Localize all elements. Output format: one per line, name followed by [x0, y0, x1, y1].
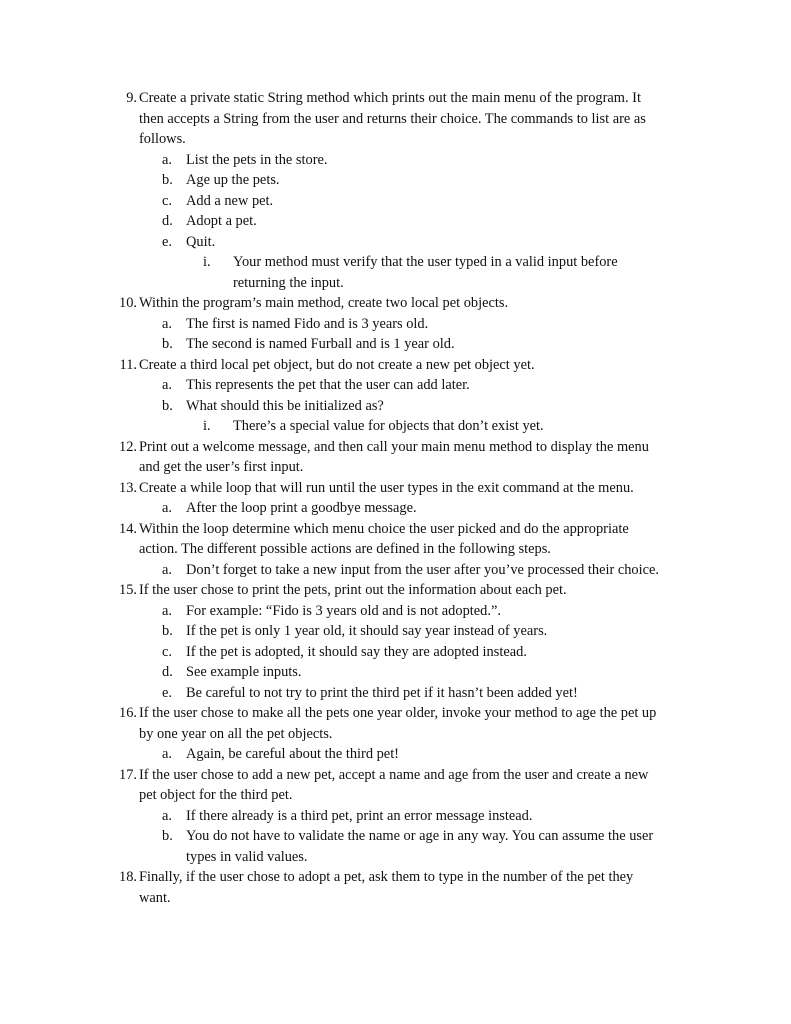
- sub-item-text: Don’t forget to take a new input from the user after you’ve processed their choice.: [186, 561, 659, 578]
- list-item: [0, 88, 791, 293]
- item-text: want.: [139, 889, 171, 906]
- list-item: [0, 478, 791, 519]
- sub-item-label: a.: [162, 746, 172, 762]
- list-item-line: [0, 867, 791, 888]
- sub-item-label: a.: [162, 602, 172, 619]
- subsub-item-line: [0, 252, 791, 273]
- subsub-item-text: There’s a special value for objects that don’t exist yet.: [233, 418, 544, 434]
- item-text: then accepts a String from the user and returns their choice. The commands to list are as: [139, 110, 646, 127]
- sub-item-line: [0, 396, 791, 417]
- sub-item-label: d.: [162, 664, 173, 680]
- item-text: action. The different possible actions are defined in the following steps.: [139, 541, 551, 557]
- sub-item-text: Add a new pet.: [186, 192, 274, 209]
- sub-item-line: [0, 211, 791, 232]
- sub-item-label: b.: [162, 397, 173, 414]
- sub-item-label: a.: [162, 151, 172, 168]
- sub-item-text: This represents the pet that the user can add later.: [186, 377, 470, 393]
- item-number: 10.: [119, 295, 137, 311]
- sub-item-line: [0, 847, 791, 868]
- sub-item-line: [0, 621, 791, 642]
- subsub-item-text: Your method must verify that the user typed in a valid input before: [233, 254, 618, 270]
- list-item: [0, 519, 791, 581]
- list-item-line: [0, 129, 791, 150]
- sub-item-label: c.: [162, 643, 172, 660]
- list-item-line: [0, 703, 791, 724]
- list-item-line: [0, 580, 791, 601]
- item-text: Within the loop determine which menu choice the user picked and do the appropriate: [139, 520, 629, 537]
- list-item: [0, 703, 791, 765]
- item-number: 9.: [126, 90, 137, 106]
- sub-item-text: The second is named Furball and is 1 year old.: [186, 336, 455, 352]
- list-item-line: [0, 785, 791, 806]
- list-item: [0, 355, 791, 437]
- item-text: follows.: [139, 131, 186, 147]
- item-number: 17.: [119, 766, 137, 783]
- subsub-item-line: [0, 416, 791, 437]
- sub-item-label: c.: [162, 192, 172, 209]
- subsub-item-label: i.: [203, 254, 211, 270]
- sub-item-text: After the loop print a goodbye message.: [186, 500, 417, 516]
- sub-item-label: a.: [162, 807, 172, 824]
- subsub-item-line: [0, 273, 791, 294]
- list-item-line: [0, 765, 791, 786]
- item-text: If the user chose to print the pets, print out the information about each pet.: [139, 582, 567, 598]
- sub-item-line: [0, 744, 791, 765]
- sub-item-line: [0, 191, 791, 212]
- sub-item-text: types in valid values.: [186, 848, 308, 865]
- sub-item-text: Quit.: [186, 233, 216, 250]
- sub-item-text: If there already is a third pet, print an error message instead.: [186, 807, 533, 824]
- item-text: Finally, if the user chose to adopt a pet, ask them to type in the number of the pet they: [139, 869, 634, 885]
- sub-item-text: What should this be initialized as?: [186, 397, 384, 414]
- sub-item-line: [0, 560, 791, 581]
- sub-item-line: [0, 498, 791, 519]
- sub-item-label: e.: [162, 684, 172, 701]
- list-item-line: [0, 355, 791, 376]
- sub-item-label: e.: [162, 233, 172, 250]
- item-text: Create a third local pet object, but do not create a new pet object yet.: [139, 356, 535, 373]
- sub-item-line: [0, 314, 791, 335]
- item-number: 15.: [119, 582, 137, 598]
- sub-item-line: [0, 375, 791, 396]
- sub-item-text: If the pet is adopted, it should say they are adopted instead.: [186, 643, 527, 660]
- item-text: Print out a welcome message, and then call your main menu method to display the menu: [139, 438, 649, 455]
- subsub-item-text: returning the input.: [233, 274, 344, 291]
- sub-item-label: b.: [162, 172, 173, 188]
- list-item: [0, 765, 791, 868]
- list-item: [0, 580, 791, 703]
- item-number: 16.: [119, 705, 137, 721]
- item-text: Create a while loop that will run until the user types in the exit command at the menu.: [139, 479, 634, 496]
- sub-item-text: For example: “Fido is 3 years old and is not adopted.”.: [186, 602, 501, 619]
- list-item-line: [0, 109, 791, 130]
- sub-item-line: [0, 232, 791, 253]
- list-item-line: [0, 519, 791, 540]
- item-text: pet object for the third pet.: [139, 787, 293, 803]
- list-item-line: [0, 478, 791, 499]
- sub-item-text: Again, be careful about the third pet!: [186, 746, 399, 762]
- item-text: If the user chose to make all the pets one year older, invoke your method to age the pet up: [139, 705, 657, 721]
- list-item: [0, 867, 791, 908]
- list-item-line: [0, 437, 791, 458]
- sub-item-label: a.: [162, 315, 172, 332]
- sub-item-text: You do not have to validate the name or age in any way. You can assume the user: [186, 828, 654, 844]
- list-item: [0, 293, 791, 355]
- sub-item-text: Adopt a pet.: [186, 213, 257, 229]
- sub-item-line: [0, 334, 791, 355]
- sub-item-label: a.: [162, 561, 172, 578]
- sub-item-text: The first is named Fido and is 3 years old.: [186, 315, 429, 332]
- sub-item-label: d.: [162, 213, 173, 229]
- sub-item-line: [0, 642, 791, 663]
- sub-item-label: a.: [162, 500, 172, 516]
- sub-item-text: See example inputs.: [186, 664, 302, 680]
- sub-item-text: Age up the pets.: [186, 172, 280, 188]
- item-text: Create a private static String method which prints out the main menu of the program. It: [139, 90, 641, 106]
- item-number: 18.: [119, 869, 137, 885]
- document-page: [0, 88, 791, 908]
- sub-item-text: List the pets in the store.: [186, 151, 328, 168]
- item-number: 13.: [119, 479, 137, 496]
- item-text: Within the program’s main method, create two local pet objects.: [139, 295, 509, 311]
- sub-item-line: [0, 662, 791, 683]
- sub-item-line: [0, 150, 791, 171]
- list-item-line: [0, 539, 791, 560]
- sub-item-text: Be careful to not try to print the third pet if it hasn’t been added yet!: [186, 684, 578, 701]
- sub-item-line: [0, 601, 791, 622]
- item-text: If the user chose to add a new pet, accept a name and age from the user and create a new: [139, 766, 649, 783]
- sub-item-label: a.: [162, 377, 172, 393]
- sub-item-label: b.: [162, 623, 173, 639]
- list-item-line: [0, 88, 791, 109]
- item-number: 12.: [119, 438, 137, 455]
- sub-item-label: b.: [162, 828, 173, 844]
- item-number: 14.: [119, 520, 137, 537]
- item-number: 11.: [119, 356, 137, 373]
- sub-item-line: [0, 170, 791, 191]
- list-item-line: [0, 457, 791, 478]
- list-item-line: [0, 724, 791, 745]
- subsub-item-label: i.: [203, 418, 211, 434]
- list-item: [0, 437, 791, 478]
- item-text: and get the user’s first input.: [139, 459, 304, 475]
- sub-item-line: [0, 806, 791, 827]
- sub-item-text: If the pet is only 1 year old, it should say year instead of years.: [186, 623, 548, 639]
- sub-item-line: [0, 683, 791, 704]
- list-item-line: [0, 888, 791, 909]
- sub-item-line: [0, 826, 791, 847]
- item-text: by one year on all the pet objects.: [139, 725, 333, 742]
- sub-item-label: b.: [162, 336, 173, 352]
- list-item-line: [0, 293, 791, 314]
